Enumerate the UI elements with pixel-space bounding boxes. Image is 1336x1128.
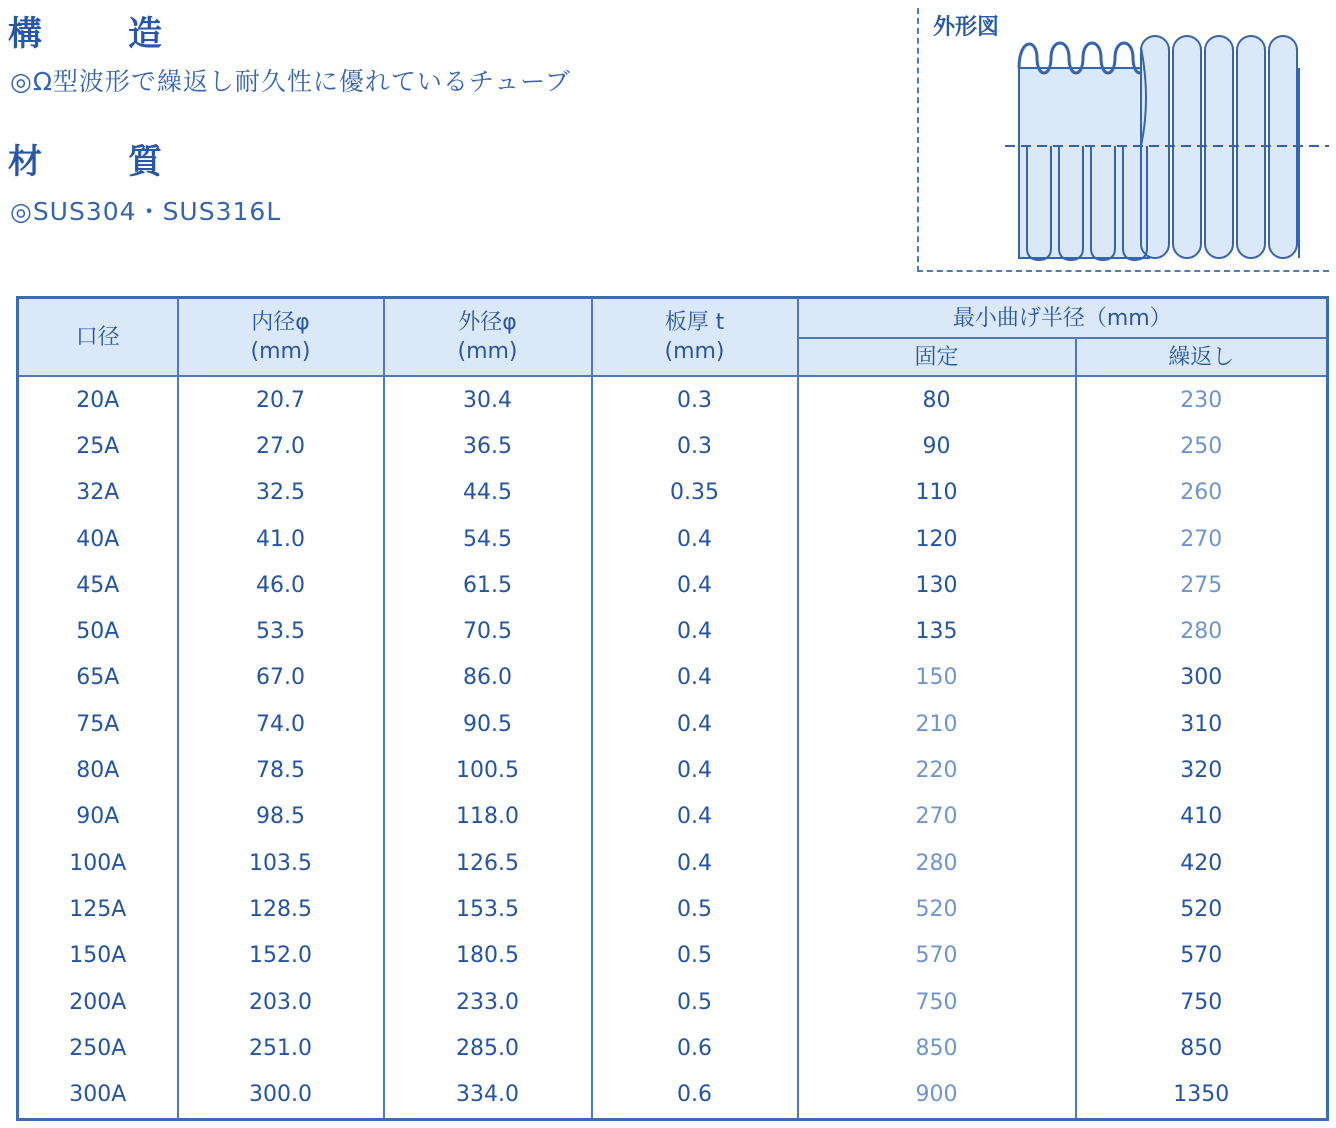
cell-thickness: 0.4 xyxy=(592,655,798,701)
cell-inner-diameter: 251.0 xyxy=(178,1025,384,1071)
cell-size: 250A xyxy=(18,1025,178,1071)
cell-thickness: 0.5 xyxy=(592,933,798,979)
cell-thickness: 0.4 xyxy=(592,840,798,886)
cell-repeated-radius: 230 xyxy=(1076,376,1328,423)
cell-fixed-radius: 210 xyxy=(798,701,1076,747)
cell-outer-diameter: 233.0 xyxy=(384,979,592,1025)
cell-size: 100A xyxy=(18,840,178,886)
cell-fixed-radius: 220 xyxy=(798,747,1076,793)
cell-thickness: 0.4 xyxy=(592,701,798,747)
cell-repeated-radius: 520 xyxy=(1076,886,1328,932)
cell-repeated-radius: 420 xyxy=(1076,840,1328,886)
material-text: ◎SUS304・SUS316L xyxy=(10,197,282,226)
cell-size: 40A xyxy=(18,516,178,562)
cell-fixed-radius: 135 xyxy=(798,608,1076,654)
cell-fixed-radius: 130 xyxy=(798,562,1076,608)
cell-size: 50A xyxy=(18,608,178,654)
cell-outer-diameter: 118.0 xyxy=(384,794,592,840)
cell-outer-diameter: 54.5 xyxy=(384,516,592,562)
table-row xyxy=(18,655,1328,701)
header-inner-unit: (mm) xyxy=(250,339,311,364)
cell-thickness: 0.5 xyxy=(592,886,798,932)
table-row xyxy=(18,886,1328,932)
cell-thickness: 0.6 xyxy=(592,1025,798,1071)
table-row xyxy=(18,562,1328,608)
cell-outer-diameter: 30.4 xyxy=(384,376,592,423)
cell-inner-diameter: 53.5 xyxy=(178,608,384,654)
cell-repeated-radius: 1350 xyxy=(1076,1071,1328,1119)
cell-fixed-radius: 270 xyxy=(798,794,1076,840)
header-inner-label: 内径φ xyxy=(251,310,310,335)
cell-size: 80A xyxy=(18,747,178,793)
cell-size: 150A xyxy=(18,933,178,979)
cell-repeated-radius: 310 xyxy=(1076,701,1328,747)
cell-size: 25A xyxy=(18,423,178,469)
material-heading: 材 質 xyxy=(8,142,188,182)
cell-thickness: 0.3 xyxy=(592,376,798,423)
table-row xyxy=(18,1025,1328,1071)
cell-size: 200A xyxy=(18,979,178,1025)
cell-outer-diameter: 70.5 xyxy=(384,608,592,654)
header-repeated: 繰返し xyxy=(1076,338,1328,376)
cell-inner-diameter: 203.0 xyxy=(178,979,384,1025)
figure-label: 外形図 xyxy=(933,15,1000,40)
header-thickness xyxy=(592,298,798,377)
cell-thickness: 0.35 xyxy=(592,470,798,516)
cell-inner-diameter: 20.7 xyxy=(178,376,384,423)
cell-size: 65A xyxy=(18,655,178,701)
table-row xyxy=(18,840,1328,886)
cell-fixed-radius: 570 xyxy=(798,933,1076,979)
cell-repeated-radius: 275 xyxy=(1076,562,1328,608)
cell-inner-diameter: 78.5 xyxy=(178,747,384,793)
cell-size: 75A xyxy=(18,701,178,747)
header-thickness-label: 板厚 t xyxy=(664,310,725,335)
cell-inner-diameter: 103.5 xyxy=(178,840,384,886)
cell-inner-diameter: 67.0 xyxy=(178,655,384,701)
cell-outer-diameter: 90.5 xyxy=(384,701,592,747)
cell-repeated-radius: 850 xyxy=(1076,1025,1328,1071)
cell-outer-diameter: 180.5 xyxy=(384,933,592,979)
cell-repeated-radius: 410 xyxy=(1076,794,1328,840)
header-outer-label: 外径φ xyxy=(458,310,517,335)
cell-thickness: 0.4 xyxy=(592,747,798,793)
structure-heading: 構 造 xyxy=(8,14,188,54)
spec-table xyxy=(16,296,1329,1121)
cell-thickness: 0.4 xyxy=(592,516,798,562)
table-row xyxy=(18,470,1328,516)
header-thickness-unit: (mm) xyxy=(664,339,725,364)
cell-inner-diameter: 46.0 xyxy=(178,562,384,608)
cell-size: 90A xyxy=(18,794,178,840)
cell-inner-diameter: 98.5 xyxy=(178,794,384,840)
table-row xyxy=(18,979,1328,1025)
table-row xyxy=(18,933,1328,979)
cell-outer-diameter: 153.5 xyxy=(384,886,592,932)
cell-fixed-radius: 120 xyxy=(798,516,1076,562)
cell-inner-diameter: 32.5 xyxy=(178,470,384,516)
table-row xyxy=(18,608,1328,654)
cell-outer-diameter: 100.5 xyxy=(384,747,592,793)
cell-repeated-radius: 570 xyxy=(1076,933,1328,979)
cell-repeated-radius: 260 xyxy=(1076,470,1328,516)
cell-outer-diameter: 36.5 xyxy=(384,423,592,469)
cell-repeated-radius: 270 xyxy=(1076,516,1328,562)
cell-fixed-radius: 520 xyxy=(798,886,1076,932)
header-fixed: 固定 xyxy=(798,338,1076,376)
cell-fixed-radius: 850 xyxy=(798,1025,1076,1071)
table-row xyxy=(18,747,1328,793)
table-row xyxy=(18,701,1328,747)
cell-repeated-radius: 320 xyxy=(1076,747,1328,793)
cell-repeated-radius: 300 xyxy=(1076,655,1328,701)
cell-fixed-radius: 90 xyxy=(798,423,1076,469)
cell-repeated-radius: 250 xyxy=(1076,423,1328,469)
table-row xyxy=(18,794,1328,840)
cell-thickness: 0.6 xyxy=(592,1071,798,1119)
header-size: 口径 xyxy=(18,298,178,377)
cell-inner-diameter: 128.5 xyxy=(178,886,384,932)
cell-outer-diameter: 126.5 xyxy=(384,840,592,886)
cell-fixed-radius: 280 xyxy=(798,840,1076,886)
cell-inner-diameter: 152.0 xyxy=(178,933,384,979)
cell-fixed-radius: 750 xyxy=(798,979,1076,1025)
cell-fixed-radius: 80 xyxy=(798,376,1076,423)
cell-repeated-radius: 280 xyxy=(1076,608,1328,654)
cell-outer-diameter: 334.0 xyxy=(384,1071,592,1119)
bellows-tube-drawing xyxy=(919,8,1329,270)
cell-fixed-radius: 150 xyxy=(798,655,1076,701)
table-row xyxy=(18,423,1328,469)
cell-thickness: 0.3 xyxy=(592,423,798,469)
cell-size: 45A xyxy=(18,562,178,608)
cell-inner-diameter: 300.0 xyxy=(178,1071,384,1119)
cell-outer-diameter: 86.0 xyxy=(384,655,592,701)
header-outer-unit: (mm) xyxy=(457,339,518,364)
cell-outer-diameter: 44.5 xyxy=(384,470,592,516)
structure-text: ◎Ω型波形で繰返し耐久性に優れているチューブ xyxy=(10,67,571,96)
cell-size: 125A xyxy=(18,886,178,932)
cell-thickness: 0.5 xyxy=(592,979,798,1025)
cell-thickness: 0.4 xyxy=(592,794,798,840)
cell-size: 20A xyxy=(18,376,178,423)
cell-fixed-radius: 110 xyxy=(798,470,1076,516)
cell-repeated-radius: 750 xyxy=(1076,979,1328,1025)
cell-size: 300A xyxy=(18,1071,178,1119)
header-inner-diameter xyxy=(178,298,384,377)
cell-thickness: 0.4 xyxy=(592,608,798,654)
table-row xyxy=(18,1071,1328,1119)
cell-size: 32A xyxy=(18,470,178,516)
cell-inner-diameter: 27.0 xyxy=(178,423,384,469)
outline-figure xyxy=(917,8,1329,272)
cell-thickness: 0.4 xyxy=(592,562,798,608)
cell-inner-diameter: 74.0 xyxy=(178,701,384,747)
cell-outer-diameter: 285.0 xyxy=(384,1025,592,1071)
table-row xyxy=(18,376,1328,423)
header-min-bend-radius: 最小曲げ半径（mm） xyxy=(798,298,1328,339)
cell-inner-diameter: 41.0 xyxy=(178,516,384,562)
header-outer-diameter xyxy=(384,298,592,377)
cell-outer-diameter: 61.5 xyxy=(384,562,592,608)
table-row xyxy=(18,516,1328,562)
cell-fixed-radius: 900 xyxy=(798,1071,1076,1119)
